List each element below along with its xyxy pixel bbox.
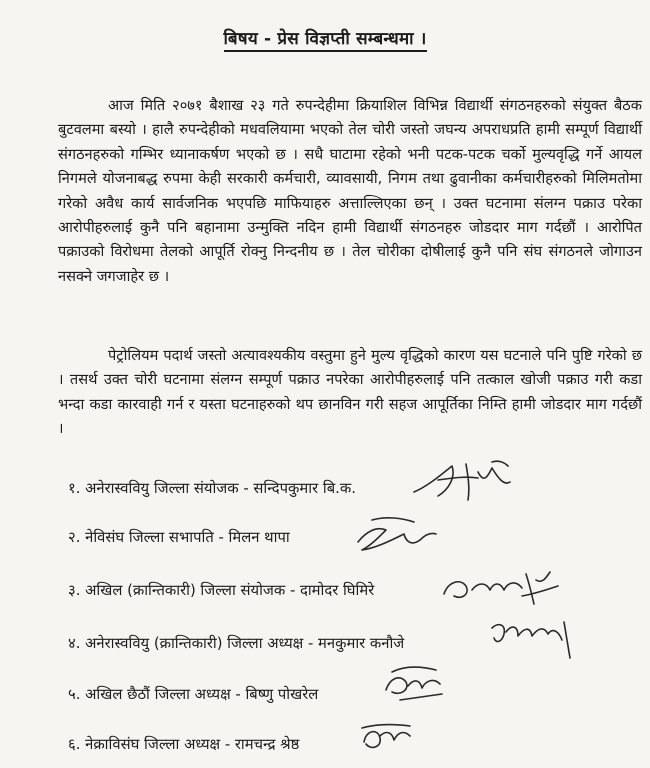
signature-5-image [380, 660, 450, 706]
signature-3-image [438, 560, 562, 610]
paragraph-1: आज मिति २०७१ बैशाख २३ गते रुपन्देहीमा क्रियाशिल विभिन्न विद्यार्थी संगठनहरुको संयुक्त बैठक बुटवलमा बस्यो । हालै रुपन्देहीको मधवलियामा भएको तेल चोरी जस्तो जघन्य अपराधप्रति हामी सम्पूर्ण विद्यार्थी संगठनहरुको गम्भिर ध्यानाकर्षण भएको छ । सधै घाटामा रहेको भनी पटक-पटक चर्को मुल्यवृद्धि गर्ने आयल निगमले योजनाबद्ध रुपमा केही सरकारी कर्मचारी, व्यावसायी, निगम तथा ढुवानीका कर्मचारीहरुको मिलिमतोमा गरेको अवैध कार्य सार्वजनिक भएपछि माफियाहरु अत्ताल्लिएका छन् । उक्त घटनामा संलग्न पक्राउ परेका आरोपीहरुलाई कुनै पनि बहानामा उन्मुक्ति नदिन हामी विद्यार्थी संगठनहरु जोडदार माग गर्दछौं । आरोपित पक्राउको विरोधमा तेलको आपूर्ति रोक्नु निन्दनीय छ । तेल चोरीका दोषीलाई कुनै पनि संघ संगठनले जोगाउन नसक्ने जगजाहेर छ । [58, 97, 642, 285]
paragraph-2: पेट्रोलियम पदार्थ जस्तो अत्यावश्यकीय वस्तुमा हुने मुल्य वृद्धिको कारण यस घटनाले पनि पुष्टि गरेको छ । तसर्थ उक्त चोरी घटनामा संलग्न सम्पूर्ण पक्राउ नपरेका आरोपीहरुलाई पनि तत्काल खोजी पक्राउ गरी कडा भन्दा कडा कारवाही गर्न र यस्ता घटनाहरुको थप छानविन गरी सहज आपूर्तिका निम्ति हामी जोडदार माग गर्दछौं । [58, 347, 642, 438]
document-title [0, 26, 650, 49]
signatory-3: ३. अखिल (क्रान्तिकारी) जिल्ला संयोजक - दामोदर घिमिरे [68, 582, 375, 599]
signature-4-image [488, 614, 572, 662]
signatory-6: ६. नेक्राविसंघ जिल्ला अध्यक्ष - रामचन्द्र श्रेष्ठ [68, 736, 300, 753]
signatory-4: ४. अनेरास्ववियु (क्रान्तिकारी) जिल्ला अध्यक्ष - मनकुमार कनौजे [68, 635, 405, 652]
signatory-1: १. अनेरास्ववियु जिल्ला संयोजक - सन्दिपकुमार बि.क. [68, 480, 356, 497]
signature-1-image [408, 456, 518, 506]
signature-6-image [356, 718, 416, 758]
signature-2-image [352, 512, 442, 558]
signatory-5: ५. अखिल छैठौं जिल्ला अध्यक्ष - बिष्णु पोखरेल [68, 686, 319, 703]
signatory-2: २. नेविसंघ जिल्ला सभापति - मिलन थापा [68, 529, 290, 546]
document-title-text: बिषय - प्रेस विज्ञप्ती सम्बन्धमा । [224, 29, 427, 52]
